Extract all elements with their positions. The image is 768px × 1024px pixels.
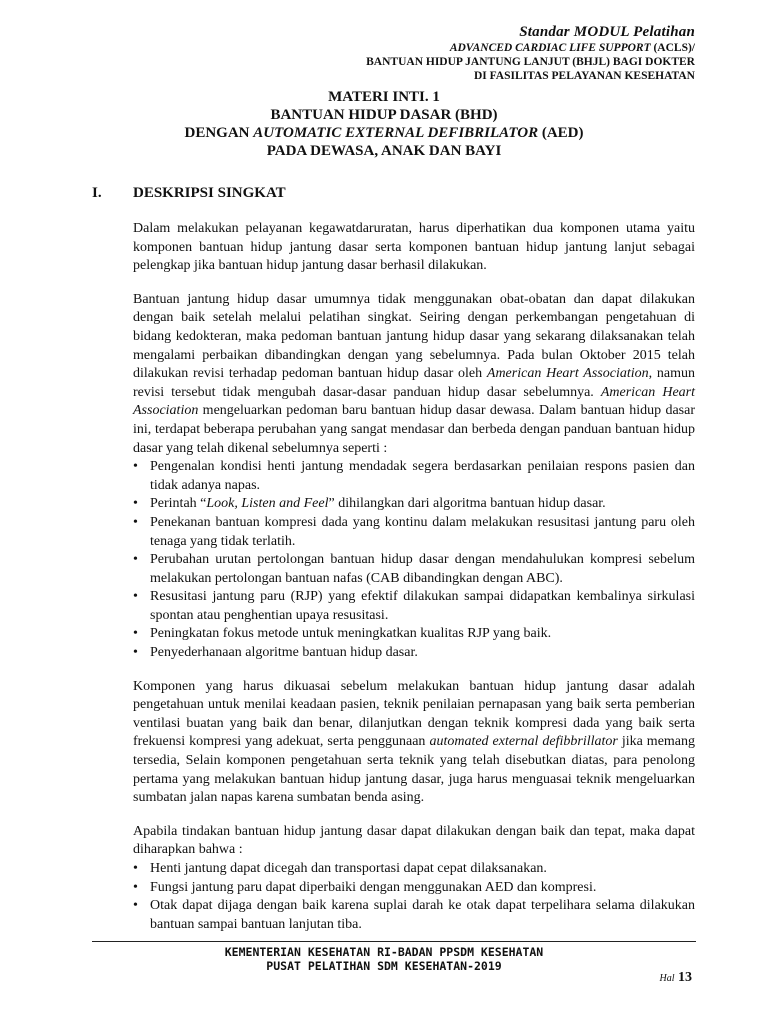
changes-list [133,458,695,663]
module-title: Standar MODUL Pelatihan [519,24,695,40]
document-title [0,88,768,160]
list-item: • Perubahan urutan pertolongan bantuan hidup dasar dengan mendahulukan kompresi sebelum melakukan pertolongan bantuan nafas (CAB dibandingkan dengan ABC). [133,551,695,588]
paragraph-3-italic: automated external defibbrillator [429,734,618,750]
list-item [133,495,695,514]
paragraph-2-text-c: mengeluarkan pedoman baru bantuan hidup dasar dewasa. Dalam bantuan hidup dasar ini, terdapat beberapa perubahan yang sangat mendasar dan berbeda dengan panduan bantuan hidup dasar yang telah dikenal sebelumnya seperti : [133,403,695,456]
title-line-1: MATERI INTI. 1 [328,89,440,105]
paragraph-2 [133,291,695,458]
expectations-list [133,860,695,934]
title-line-3-pre: DENGAN [184,125,254,141]
title-line-3-post: (AED) [538,125,584,141]
section-title: DESKRIPSI SINGKAT [133,185,286,201]
list-item-italic: Look, Listen and Feel [206,496,329,512]
title-line-3 [0,124,768,142]
list-item: • Peningkatan fokus metode untuk meningkatkan kualitas RJP yang baik. [133,625,695,644]
paragraph-2-italic-b: American Heart Association [133,384,695,419]
list-item: • Penyederhanaan algoritme bantuan hidup dasar. [133,644,695,663]
footer [0,945,768,973]
title-line-4: PADA DEWASA, ANAK DAN BAYI [266,143,502,159]
title-line-2: BANTUAN HIDUP DASAR (BHD) [270,107,498,123]
paragraph-2-italic-a: American Heart Association [486,366,649,382]
paragraph-3 [133,678,695,808]
header-acls-abbrev: (ACLS)/ [650,42,695,54]
section-number: I. [92,185,102,201]
running-header [366,24,695,83]
page-label: Hal [659,973,675,984]
paragraph-3-text-a: Komponen yang harus dikuasai sebelum melakukan bantuan hidup jantung dasar adalah pengetahuan untuk menilai keadaan pasien, teknik penilaian pernapasan yang baik serta pemberian ventilasi buatan yang baik dan benar, dilanjutkan dengan teknik kompresi dada yang baik serta frekuensi kompresi yang adekuat, serta penggunaan [133,678,695,750]
footer-divider [92,941,696,942]
page-value: 13 [678,970,692,985]
footer-line-1: KEMENTERIAN KESEHATAN RI-BADAN PPSDM KESEHATAN [224,945,544,959]
footer-line-2: PUSAT PELATIHAN SDM KESEHATAN-2019 [266,959,502,973]
list-item: • Resusitasi jantung paru (RJP) yang efektif dilakukan sampai didapatkan kembalinya sirkulasi spontan atau penghentian upaya resusitasi. [133,588,695,625]
list-item: • Henti jantung dapat dicegah dan transportasi dapat cepat dilaksanakan. [133,860,695,879]
list-item: • Otak dapat dijaga dengan baik karena suplai darah ke otak dapat terpelihara selama dilakukan bantuan sampai bantuan lanjutan tiba. [133,897,695,934]
paragraph-2-text-a: Bantuan jantung hidup dasar umumnya tidak menggunakan obat-obatan dan dapat dilakukan dengan baik setelah melalui pelatihan singkat. Seiring dengan perkembangan pengetahuan di bidang kedokteran, maka pedoman bantuan jantung hidup dasar yang sekarang dilaksanakan telah mengalami perbaikan dibandingkan dengan yang sebelumnya. Pada bulan Oktober 2015 telah dilakukan revisi terhadap pedoman bantuan hidup dasar oleh [133,291,695,382]
list-item: • Fungsi jantung paru dapat diperbaiki dengan menggunakan AED dan kompresi. [133,879,695,898]
body-text [133,220,695,934]
list-item: • Pengenalan kondisi henti jantung mendadak segera berdasarkan penilaian respons pasien dan tidak adanya napas. [133,458,695,495]
header-line-1 [366,41,695,55]
page-number [660,970,693,986]
title-line-3-italic: AUTOMATIC EXTERNAL DEFIBRILATOR [253,125,539,141]
header-acls-italic: ADVANCED CARDIAC LIFE SUPPORT [449,42,651,54]
list-item-text-pre: Perintah “ [150,496,207,512]
list-item-text-post: ” dihilangkan dari algoritma bantuan hidup dasar. [328,496,606,512]
header-line-2: BANTUAN HIDUP JANTUNG LANJUT (BHJL) BAGI DOKTER [366,56,695,68]
paragraph-2-text-b: , namun revisi tersebut tidak mengubah dasar-dasar panduan hidup dasar sebelumnya. [133,366,696,400]
paragraph-1: Dalam melakukan pelayanan kegawatdaruratan, harus diperhatikan dua komponen utama yaitu komponen bantuan hidup jantung dasar serta komponen bantuan hidup jantung lanjut sebagai pelengkap jika bantuan hidup jantung dasar berhasil dilakukan. [133,221,695,274]
paragraph-4: Apabila tindakan bantuan hidup jantung dasar dapat dilakukan dengan baik dan tepat, maka dapat diharapkan bahwa : [133,823,695,858]
header-line-3: DI FASILITAS PELAYANAN KESEHATAN [473,70,695,82]
section-heading [92,185,286,202]
list-item: • Penekanan bantuan kompresi dada yang kontinu dalam melakukan resusitasi jantung paru oleh tenaga yang tidak terlatih. [133,514,695,551]
paragraph-3-text-b: jika memang tersedia, Selain komponen pengetahuan serta teknik yang telah disebutkan diatas, para penolong pertama yang melakukan bantuan hidup jantung dasar, juga harus menguasai teknik mengeluarkan sumbatan jalan napas karena sumbatan benda asing. [133,734,696,806]
